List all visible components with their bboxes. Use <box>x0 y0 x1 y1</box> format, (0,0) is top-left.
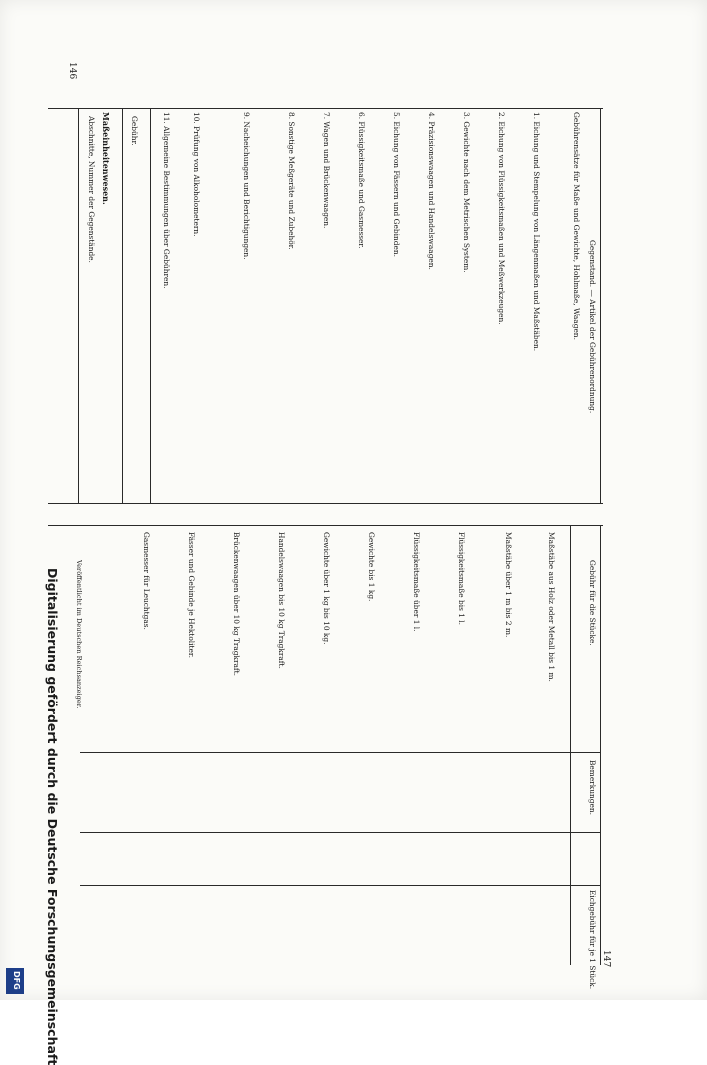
left-entry-4: 4. Präzisionswaagen und Handelswaagen. <box>427 112 436 270</box>
left-entry-8: 8. Sonstige Meßgeräte und Zubehör. <box>287 112 296 250</box>
left-table-bottom-rule <box>48 503 603 504</box>
left-entry-0: Gebührensätze für Maße und Gewichte, Hohlmaße, Waagen. <box>572 112 581 340</box>
right-entry-9: Gasmesser für Leuchtgas. <box>142 532 151 630</box>
right-table-col-rule-1 <box>570 525 571 965</box>
left-table-col-rule-3 <box>150 108 151 503</box>
right-entry-1: Maßstäbe über 1 m bis 2 m. <box>504 532 513 638</box>
right-table-top-rule <box>48 525 603 526</box>
dfg-logo <box>6 968 24 994</box>
left-table-top-rule <box>48 108 603 109</box>
left-col-header-2: Gebühr. <box>130 116 139 146</box>
right-entry-8: Fässer und Gebinde je Hektoliter. <box>187 532 196 658</box>
left-entry-3: 3. Gewichte nach dem Metrischen System. <box>462 112 471 273</box>
banner-text: Digitalisierung gefördert durch die Deutsche Forschungsgemeinschaft <box>45 568 60 1065</box>
digitization-banner <box>20 560 60 1065</box>
dfg-logo-text: DFG <box>12 971 21 990</box>
right-page-number: 147 <box>601 950 611 968</box>
left-table-col-rule-2 <box>122 108 123 503</box>
right-table-row-rule-3 <box>80 885 600 886</box>
left-entry-11: 11. Allgemeine Bestimmungen über Gebühren. <box>162 112 171 289</box>
left-entry-1: 1. Eichung und Stempelung von Längenmaßen und Maßstäben. <box>532 112 541 352</box>
right-entry-6: Handelswaagen bis 10 kg Tragkraft. <box>277 532 286 669</box>
right-col-header-2: Bemerkungen. <box>588 760 597 815</box>
right-table-row-rule-2 <box>80 832 600 833</box>
left-entry-5: 5. Eichung von Fässern und Gebinden. <box>392 112 401 257</box>
left-page-number: 146 <box>67 62 77 80</box>
left-entry-9: 9. Nacheichungen und Berichtigungen. <box>242 112 251 260</box>
left-entry-7: 7. Wagen und Brückenwaagen. <box>322 112 331 229</box>
left-col-header-1: Abschnitte, Nummer der Gegenstände. <box>87 116 96 263</box>
left-row-label: Maßeinheitenwesen. <box>101 112 111 205</box>
right-table-col-rule-2 <box>600 525 601 965</box>
left-table-col-rule-1 <box>78 108 79 503</box>
right-entry-0: Maßstäbe aus Holz oder Metall bis 1 m. <box>547 532 556 682</box>
left-table-col-rule-4 <box>600 108 601 503</box>
right-entry-2: Flüssigkeitsmaße bis 1 l. <box>457 532 466 625</box>
right-entry-4: Gewichte bis 1 kg. <box>367 532 376 602</box>
right-col-header-3: Eichgebühr für je 1 Stück. <box>588 890 597 990</box>
left-main-heading: Gegenstand. — Artikel der Gebührenordnung. <box>588 240 597 414</box>
left-entry-6: 6. Flüssigkeitsmaße und Gasmesser. <box>357 112 366 249</box>
right-col-header-1: Gebühr für die Stücke. <box>588 560 597 646</box>
left-entry-10: 10. Prüfung von Alkoholometern. <box>192 112 201 237</box>
right-footnote: Veröffentlicht im Deutschen Reichsanzeiger. <box>75 560 83 709</box>
left-entry-2: 2. Eichung von Flüssigkeitsmaßen und Meßwerkzeugen. <box>497 112 506 325</box>
right-entry-7: Brückenwaagen über 10 kg Tragkraft. <box>232 532 241 676</box>
right-table-row-rule-1 <box>80 752 600 753</box>
right-entry-3: Flüssigkeitsmaße über 1 l. <box>412 532 421 632</box>
right-entry-5: Gewichte über 1 kg bis 10 kg. <box>322 532 331 645</box>
